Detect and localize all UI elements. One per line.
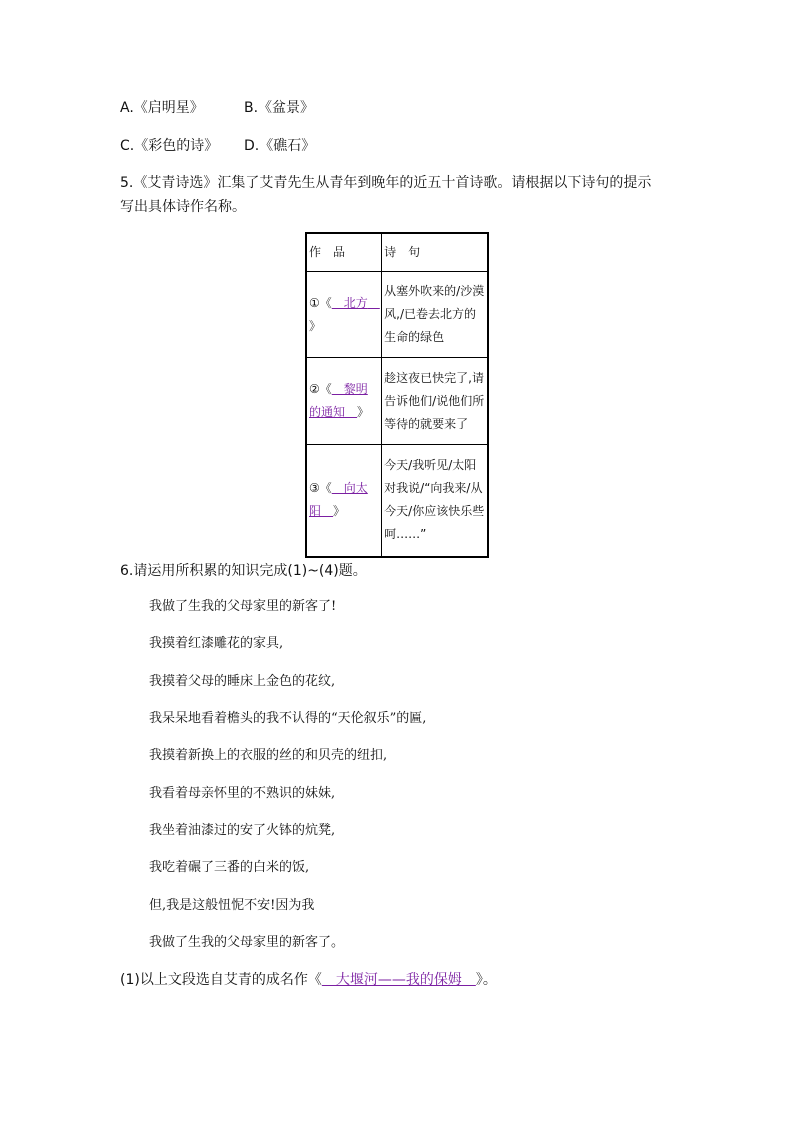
- work-cell: ②《 黎明的通知 》: [306, 358, 382, 445]
- poem-line: 我吃着碾了三番的白米的饭,: [149, 860, 310, 875]
- poem-line: 我摸着父母的睡床上金色的花纹,: [149, 674, 336, 689]
- answer-text: 黎明的通知: [309, 382, 368, 419]
- verse-cell: 从塞外吹来的/沙漠风,/已卷去北方的生命的绿色: [382, 272, 488, 358]
- table-header-works: 作 品: [306, 233, 382, 272]
- poem-line: 但,我是这般忸怩不安!因为我: [149, 898, 315, 913]
- poem-line: 我摸着新换上的衣服的丝的和贝壳的纽扣,: [149, 748, 388, 763]
- option-b: B.《盆景》: [244, 100, 315, 116]
- poem-title-table: [305, 232, 489, 558]
- verse-cell: 今天/我听见/太阳对我说/“向我来/从今天/你应该快乐些呵……”: [382, 445, 488, 557]
- answer-text: 向太阳: [309, 481, 368, 519]
- options-row-2: [120, 136, 315, 156]
- poem-line: 我呆呆地看着檐头的我不认得的“天伦叙乐”的匾,: [149, 711, 427, 726]
- option-d: D.《礁石》: [244, 138, 316, 154]
- poem-line: 我做了生我的父母家里的新客了!: [149, 599, 337, 614]
- question-5-line-2: 写出具体诗作名称。: [120, 199, 246, 215]
- answer-text: 北方: [331, 295, 380, 310]
- table-header-row: [306, 233, 488, 272]
- poem-line: 我坐着油漆过的安了火钵的炕凳,: [149, 823, 336, 838]
- option-c: C.《彩色的诗》: [120, 138, 219, 154]
- work-cell: ③《 向太阳 》: [306, 445, 382, 557]
- poem-line: 我摸着红漆雕花的家具,: [149, 636, 284, 651]
- poem-line: 我看着母亲怀里的不熟识的妹妹,: [149, 786, 336, 801]
- table-row: [306, 445, 488, 557]
- question-6-intro: 6.请运用所积累的知识完成(1)~(4)题。: [120, 563, 367, 579]
- option-a: A.《启明星》: [120, 100, 204, 116]
- poem-line: 我做了生我的父母家里的新客了。: [149, 935, 345, 950]
- work-cell: ①《 北方 》: [306, 272, 382, 358]
- table-header-verses: 诗 句: [382, 233, 488, 272]
- answer-text: 大堰河——我的保姆: [321, 972, 476, 988]
- options-row-1: [120, 98, 314, 118]
- verse-cell: 趁这夜已快完了,请告诉他们/说他们所等待的就要来了: [382, 358, 488, 445]
- question-5-line-1: 5.《艾青诗选》汇集了艾青先生从青年到晚年的近五十首诗歌。请根据以下诗句的提示: [120, 175, 652, 191]
- question-6-sub-1: (1)以上文段选自艾青的成名作《 大堰河——我的保姆 》。: [120, 972, 497, 988]
- table-row: [306, 272, 488, 358]
- table-row: [306, 358, 488, 445]
